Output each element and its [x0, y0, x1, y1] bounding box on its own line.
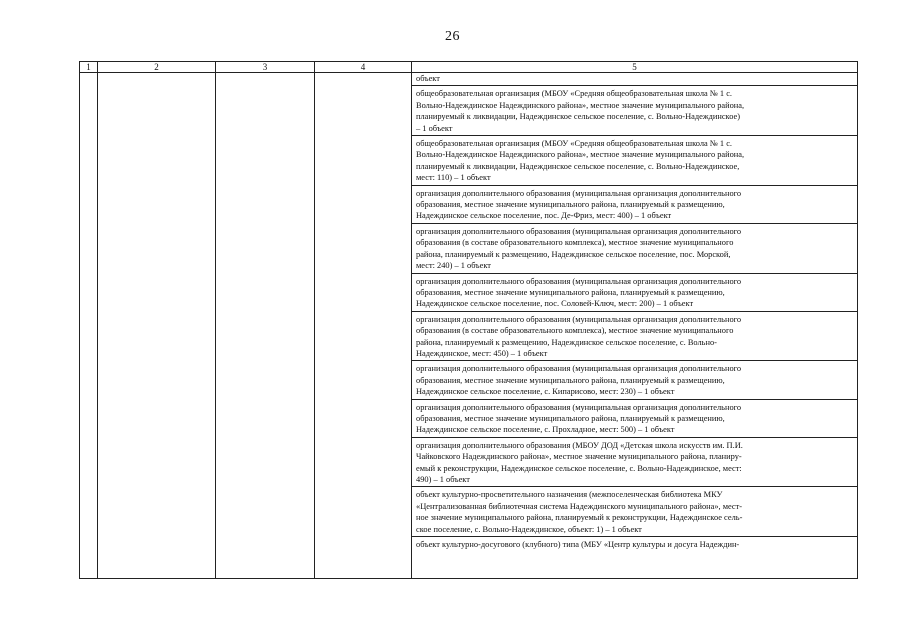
object-entry: организация дополнительного образования (муниципальная организация дополнительного образования, местное значение муниципального района, планируемый к размещению, Надеждинское сельское поселение, пос. Де-Фриз, мест: 400) – 1 объект: [412, 186, 857, 224]
column-header-2: 2: [98, 62, 216, 73]
object-entry: общеобразовательная организация (МБОУ «Средняя общеобразовательная школа № 1 с. Вольно-Надеждинское Надеждинского района», местное значение муниципального района, планируемый к ликвидации, Надеждинское сельское поселение, с. Вольно-Надеждинское, мест: 110) – 1 объект: [412, 136, 857, 186]
cell-column-2: [98, 73, 216, 579]
cell-column-5: [412, 73, 858, 579]
column-header-5: 5: [412, 62, 858, 73]
header-row: [80, 62, 858, 73]
object-entry: объект культурно-досугового (клубного) типа (МБУ «Центр культуры и досуга Надеждин-: [416, 540, 740, 550]
object-entry: организация дополнительного образования (муниципальная организация дополнительного образования, местное значение муниципального района, планируемый к размещению, Надеждинское сельское поселение, пос. Соловей-Ключ, мест: 200) – 1 объект: [412, 274, 857, 312]
object-entry: организация дополнительного образования (муниципальная организация дополнительного образования (в составе образовательного комплекса), местное значение муниципального района, планируемый к размещению, Надеждинское сельское поселение, с. Вольно- Надеждинское, мест: 450) – 1 объект: [412, 312, 857, 362]
cell-column-3: [216, 73, 315, 579]
object-entry: общеобразовательная организация (МБОУ «Средняя общеобразовательная школа № 1 с. Вольно-Надеждинское Надеждинского района», местное значение муниципального района, планируемый к ликвидации, Надеждинское сельское поселение, с. Вольно-Надеждинское) – 1 объект: [412, 86, 857, 136]
object-entry: объект культурно-просветительного назначения (межпоселенческая библиотека МКУ «Централизованная библиотечная система Надеждинского муниципального района», мест- ное значение муниципального района, планируемый к реконструкции, Надеждинское сель- ское поселение, с. Вольно-Надеждинское, объект: 1) – 1 объект: [412, 487, 857, 537]
object-entry: организация дополнительного образования (муниципальная организация дополнительного образования, местное значение муниципального района, планируемый к размещению, Надеждинское сельское поселение, с. Прохладное, мест: 500) – 1 объект: [412, 400, 857, 438]
object-entry: организация дополнительного образования (МБОУ ДОД «Детская школа искусств им. П.И. Чайковского Надеждинского района», местное значение муниципального района, планиру- емый к реконструкции, Надеждинское сельское поселение, с. Вольно-Надеждинское, мест: 490) – 1 объект: [412, 438, 857, 488]
column-header-3: 3: [216, 62, 315, 73]
object-entry: объект: [412, 73, 857, 86]
object-entry: организация дополнительного образования (муниципальная организация дополнительного образования (в составе образовательного комплекса), местное значение муниципального района, планируемый к размещению, Надеждинское сельское поселение, пос. Морской, мест: 240) – 1 объект: [412, 224, 857, 274]
column-header-1: 1: [80, 62, 98, 73]
planning-table: [79, 61, 858, 579]
column-header-4: 4: [315, 62, 412, 73]
body-row: [80, 73, 858, 579]
cell-column-1: [80, 73, 98, 579]
cell-column-4: [315, 73, 412, 579]
page-number: 26: [445, 29, 460, 44]
object-entry: организация дополнительного образования (муниципальная организация дополнительного образования, местное значение муниципального района, планируемый к размещению, Надеждинское сельское поселение, с. Кипарисово, мест: 230) – 1 объект: [412, 361, 857, 399]
